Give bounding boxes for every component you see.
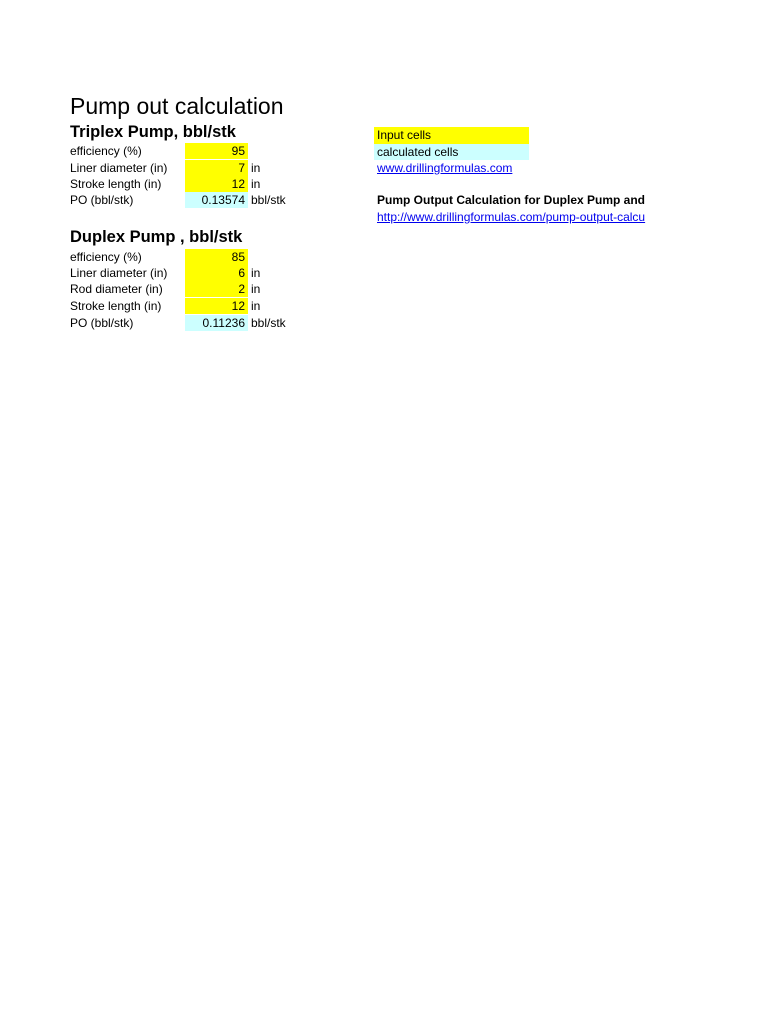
duplex-po-label: PO (bbl/stk): [70, 316, 134, 330]
triplex-stroke-label: Stroke length (in): [70, 177, 162, 191]
article-url-link[interactable]: http://www.drillingformulas.com/pump-output-calcu: [377, 210, 646, 224]
page-title: Pump out calculation: [70, 93, 284, 119]
duplex-stroke-label: Stroke length (in): [70, 299, 162, 313]
legend-calculated-cells: calculated cells: [374, 144, 529, 160]
duplex-rod-unit: in: [251, 282, 261, 296]
triplex-liner-unit: in: [251, 161, 261, 175]
duplex-po-value[interactable]: 0.11236: [185, 315, 248, 331]
duplex-rod-value[interactable]: 2: [185, 281, 248, 297]
description-text: Pump Output Calculation for Duplex Pump and: [377, 193, 646, 207]
triplex-po-label: PO (bbl/stk): [70, 193, 134, 207]
triplex-efficiency-label: efficiency (%): [70, 144, 142, 158]
triplex-po-value[interactable]: 0.13574: [185, 192, 248, 208]
triplex-efficiency-value[interactable]: 95: [185, 143, 248, 159]
legend-input-cells: Input cells: [374, 127, 529, 144]
triplex-stroke-value[interactable]: 12: [185, 176, 248, 192]
triplex-po-unit: bbl/stk: [251, 193, 286, 207]
duplex-efficiency-value[interactable]: 85: [185, 249, 248, 265]
duplex-rod-label: Rod diameter (in): [70, 282, 163, 296]
duplex-heading: Duplex Pump , bbl/stk: [70, 228, 243, 246]
duplex-stroke-value[interactable]: 12: [185, 298, 248, 314]
duplex-liner-value[interactable]: 6: [185, 265, 248, 281]
triplex-heading: Triplex Pump, bbl/stk: [70, 123, 236, 141]
duplex-liner-unit: in: [251, 266, 261, 280]
duplex-po-unit: bbl/stk: [251, 316, 286, 330]
website-link[interactable]: www.drillingformulas.com: [377, 161, 513, 175]
duplex-liner-label: Liner diameter (in): [70, 266, 168, 280]
triplex-stroke-unit: in: [251, 177, 261, 191]
triplex-liner-label: Liner diameter (in): [70, 161, 168, 175]
duplex-stroke-unit: in: [251, 299, 261, 313]
duplex-efficiency-label: efficiency (%): [70, 250, 142, 264]
triplex-liner-value[interactable]: 7: [185, 160, 248, 176]
